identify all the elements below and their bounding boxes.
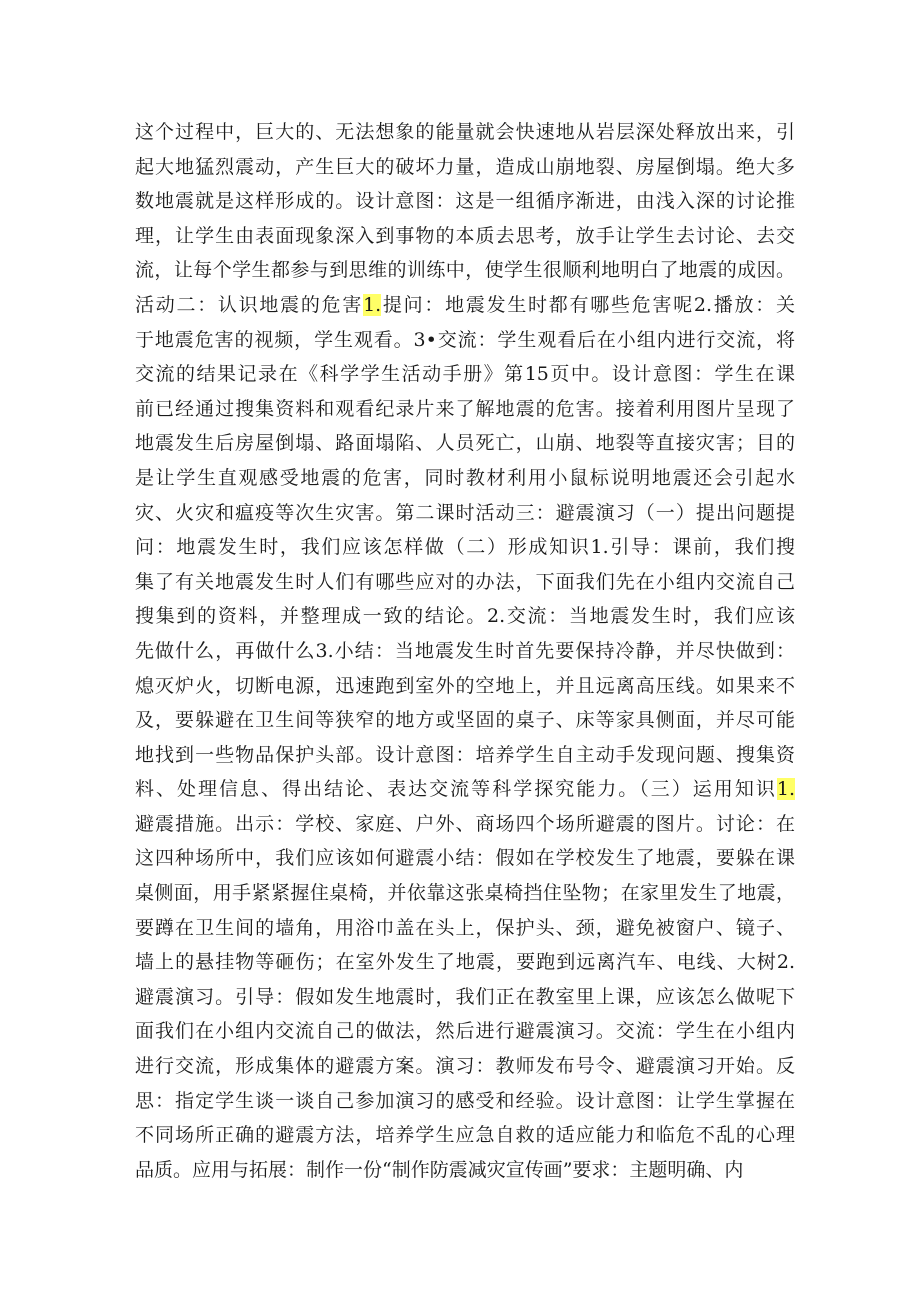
text-line: 进行交流，形成集体的避震方案。演习：教师发布号令、避震演习开始。反 [135,1055,795,1078]
text-line: 理，让学生由表面现象深入到事物的本质去思考，放手让学生去讨论、去交 [135,224,795,247]
text-line: 桌侧面，用手紧紧握住桌椅，并依靠这张桌椅挡住坠物；在家里发生了地震， [135,882,795,905]
text-segment: 料、处理信息、得出结论、表达交流等科学探究能力。（三）运用知识 [135,778,777,801]
text-segment: 活动二：认识地震的危害 [135,293,364,316]
text-line: 前已经通过搜集资料和观看纪录片来了解地震的危害。接着利用图片呈现了 [135,397,795,420]
text-line: 问：地震发生时，我们应该怎样做（二）形成知识1.引导：课前，我们搜 [135,536,795,559]
text-line: 交流的结果记录在《科学学生活动手册》第15页中。设计意图：学生在课 [135,363,795,386]
text-line: 这个过程中，巨大的、无法想象的能量就会快速地从岩层深处释放出来，引 [135,121,795,143]
text-line: 及，要躲避在卫生间等狭窄的地方或坚固的桌子、床等家具侧面，并尽可能 [135,709,795,732]
text-line: 集了有关地震发生时人们有哪些应对的办法，下面我们先在小组内交流自己 [135,570,795,593]
text-line: 墙上的悬挂物等砸伤；在室外发生了地震，要跑到远离汽车、电线、大树2. [135,951,795,974]
body-text [135,115,795,1187]
highlighted-text: 1. [776,778,795,801]
text-line: 要蹲在卫生间的墙角，用浴巾盖在头上，保护头、颈，避免被窗户、镜子、 [135,916,795,939]
text-line: 避震演习。引导：假如发生地震时，我们正在教室里上课，应该怎么做呢下 [135,985,795,1008]
text-line: 这四种场所中，我们应该如何避震小结：假如在学校发生了地震，要躲在课 [135,847,795,870]
text-line: 地震发生后房屋倒塌、路面塌陷、人员死亡，山崩、地裂等直接灾害；目的 [135,432,795,455]
text-line: 品质。应用与拓展：制作一份“制作防震减灾宣传画”要求：主题明确、内 [135,1158,744,1181]
text-line: 灾、火灾和瘟疫等次生灾害。第二课时活动三：避震演习（一）提出问题提 [135,501,795,524]
text-line: 于地震危害的视频，学生观看。3•交流：学生观看后在小组内进行交流，将 [135,328,795,351]
text-line: 先做什么，再做什么3.小结：当地震发生时首先要保持冷静，并尽快做到： [135,639,795,662]
text-line: 避震措施。出示：学校、家庭、户外、商场四个场所避震的图片。讨论：在 [135,812,795,835]
text-line: 思：指定学生谈一谈自己参加演习的感受和经验。设计意图：让学生掌握在 [135,1089,795,1112]
text-line [135,288,795,323]
text-line [135,772,795,807]
text-line: 是让学生直观感受地震的危害，同时教材利用小鼠标说明地震还会引起水 [135,466,795,489]
text-line: 流，让每个学生都参与到思维的训练中，使学生很顺利地明白了地震的成因。 [135,259,795,282]
text-line: 搜集到的资料，并整理成一致的结论。2.交流：当地震发生时，我们应该 [135,605,795,628]
text-line: 熄灭炉火，切断电源，迅速跑到室外的空地上，并且远离高压线。如果来不 [135,674,795,697]
text-segment: 提问：地震发生时都有哪些危害呢2.播放：关 [381,293,795,316]
text-line: 起大地猛烈震动，产生巨大的破坏力量，造成山崩地裂、房屋倒塌。绝大多 [135,155,795,178]
text-line: 数地震就是这样形成的。设计意图：这是一组循序渐进，由浅入深的讨论推 [135,190,795,213]
text-line: 不同场所正确的避震方法，培养学生应急自救的适应能力和临危不乱的心理 [135,1124,795,1147]
highlighted-text: 1. [363,293,382,316]
text-line: 地找到一些物品保护头部。设计意图：培养学生自主动手发现问题、搜集资 [135,743,795,766]
text-line: 面我们在小组内交流自己的做法，然后进行避震演习。交流：学生在小组内 [135,1020,795,1043]
